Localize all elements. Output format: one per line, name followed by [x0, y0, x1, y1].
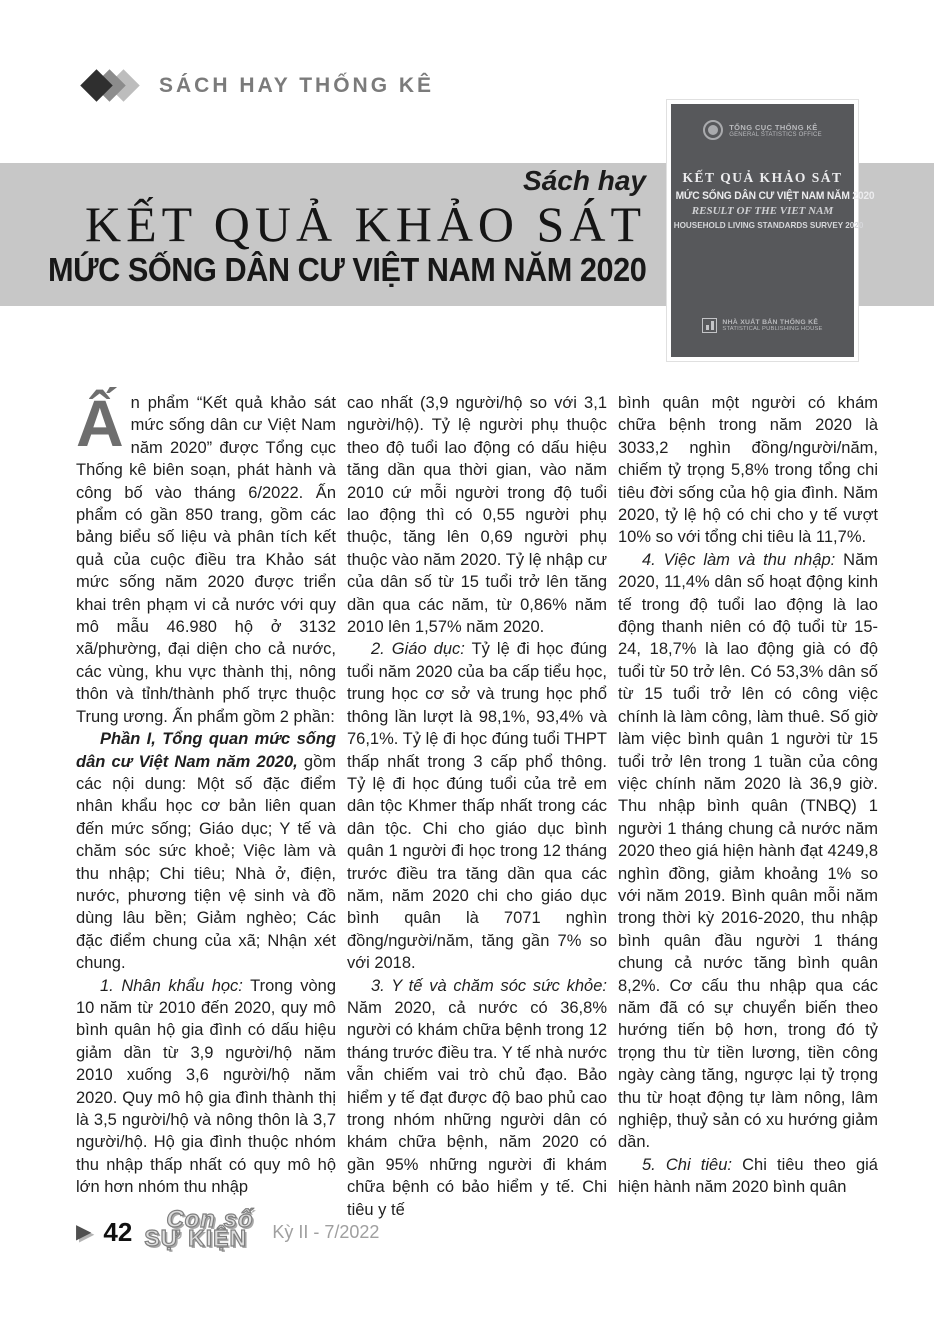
publisher-logo-icon — [702, 318, 717, 333]
footer-arrow-icon: ▶ — [76, 1221, 92, 1243]
cover-title-en-line2: HOUSEHOLD LIVING STANDARDS SURVEY 2020 — [673, 220, 864, 230]
paragraph — [347, 392, 607, 638]
article-column-2 — [347, 392, 607, 1221]
banner-title-line2: MỨC SỐNG DÂN CƯ VIỆT NAM NĂM 2020 — [47, 251, 646, 288]
paragraph-text: n phẩm “Kết quả khảo sát mức sống dân cư Việt Nam năm 2020” được Tổng cục Thống kê biên soạn, phát hành và công bố vào tháng 6/2022. Ấn phẩm có gần 850 trang, gồm các bảng biểu số liệu và phân tích kết quả của cuộc điều tra Khảo sát mức sống năm 2020 được triển khai trên phạm vi cả nước với quy mô mẫu 46.980 hộ ở 3132 xã/phường, đại diện cho cả nước, các vùng, khu vực thành thị, nông thôn và tỉnh/thành phố trực thuộc Trung ương. Ấn phẩm gồm 2 phần: — [76, 394, 336, 726]
paragraph-lead: Phần I, Tổng quan mức sống dân cư Việt Nam năm 2020, — [76, 730, 336, 771]
gso-logo-icon — [703, 120, 723, 140]
page-number: 42 — [103, 1216, 133, 1247]
cover-agency-line2: GENERAL STATISTICS OFFICE — [729, 131, 822, 138]
diamonds-icon — [85, 68, 143, 104]
book-cover-front — [671, 104, 875, 357]
cover-publisher-line2: STATISTICAL PUBLISHING HOUSE — [722, 326, 823, 332]
cover-title-vi-line2: MỨC SỐNG DÂN CƯ VIỆT NAM NĂM 2020 — [675, 190, 875, 202]
article-column-1 — [76, 386, 336, 1221]
paragraph — [618, 392, 878, 549]
logo-line1: Con số — [166, 1206, 254, 1233]
cover-title-en-line1: RESULT OF THE VIET NAM — [691, 205, 834, 217]
conso-sukien-logo — [144, 1206, 256, 1258]
section-header — [85, 68, 434, 104]
section-label: SÁCH HAY THỐNG KÊ — [159, 74, 435, 97]
cover-agency-line1: TỔNG CỤC THỐNG KÊ — [729, 122, 818, 132]
paragraph — [347, 975, 607, 1221]
paragraph-lead: 1. Nhân khẩu học: — [100, 976, 243, 995]
paragraph — [76, 975, 336, 1199]
dropcap-letter: Ấ — [76, 386, 124, 460]
paragraph-text: Tỷ lệ đi học đúng tuổi năm 2020 của ba cấp tiểu học, trung học cơ sở và trung học phổ thông lần lượt là 98,1%, 93,4% và 76,1%. Tỷ lệ đi học đúng tuổi THPT thấp nhất trong 3 cấp phổ thông. Tỷ lệ đi học đúng tuổi của trẻ em dân tộc Khmer thấp nhất trong các dân tộc. Chi cho giáo dục bình quân 1 người đi học trong 12 tháng trước điều tra tăng dần qua các năm, năm 2020 chi cho giáo dục bình quân là 7071 nghìn đồng/người/năm, tăng gần 7% so với 2018. — [347, 640, 607, 973]
paragraph — [76, 386, 336, 728]
paragraph-text: Chi tiêu theo giá hiện hành năm 2020 bình quân — [618, 1155, 878, 1197]
banner-kicker: Sách hay — [523, 165, 646, 196]
page-footer — [76, 1206, 379, 1258]
paragraph — [347, 638, 607, 974]
paragraph-text: bình quân một người có khám chữa bệnh trong năm 2020 là 3033,2 nghìn đồng/người/năm, chiếm tỷ trọng 5,8% trong tổng chi tiêu đời sống của hộ gia đình. Năm 2020, tỷ lệ hộ có chi cho y tế vượt 10% so với tổng chi tiêu là 11,7%. — [618, 394, 878, 547]
paragraph-lead: 2. Giáo dục: — [371, 640, 465, 659]
book-cover — [667, 100, 875, 361]
paragraph-text: Năm 2020, 11,4% dân số hoạt động kinh tế trong độ tuổi lao động là lao động thanh niên có độ tuổi từ 15-24, 18,7% là lao động già có độ tuổi từ 50 trở lên. Có 53,3% dân số từ 15 tuổi trở lên có công việc chính là làm công, làm thuê. Số giờ làm việc bình quân 1 người từ 15 tuổi trở lên trong 1 tuần của công việc chính năm 2020 là 36,9 giờ. Thu nhập bình quân (TNBQ) 1 người 1 tháng chung cả nước năm 2020 theo giá hiện hành đạt 4249,8 nghìn đồng, giảm khoảng 1% so với năm 2019. Bình quân mỗi năm trong thời kỳ 2016-2020, thu nhập bình quân đầu người 1 tháng chung cả nước tăng bình quân 8,2%. Cơ cấu thu nhập qua các năm đã có sự chuyển biến theo hướng tiến bộ hơn, trong đó tỷ trọng thu từ tiền lương, tiền công ngày càng tăng, ngược lại tỷ trọng thu từ hoạt động tự làm nông, lâm nghiệp, thuỷ sản có xu hướng giảm dần. — [618, 550, 878, 1152]
cover-publisher-line1: NHÀ XUẤT BẢN THỐNG KÊ — [722, 319, 819, 326]
paragraph — [618, 1154, 878, 1199]
logo-line2: SỰ KIỆN — [144, 1225, 248, 1251]
paragraph — [618, 549, 878, 1154]
paragraph-text: Năm 2020, cả nước có 36,8% người có khám chữa bệnh trong 12 tháng trước điều tra. Y tế nhà nước vẫn chiếm vai trò chủ đạo. Bảo hiểm y tế đạt được độ bao phủ cao trong nhóm những người dân có khám chữa bệnh, năm 2020 có gần 95% những người đi khám chữa bệnh có bảo hiểm y tế. Chi tiêu y tế — [347, 998, 607, 1219]
paragraph-text: Trong vòng 10 năm từ 2010 đến 2020, quy mô bình quân hộ gia đình có dấu hiệu giảm dần từ 3,9 người/hộ năm 2010 xuống 3,6 người/hộ năm 2020. Quy mô hộ gia đình thành thị là 3,5 người/hộ và nông thôn là 3,7 người/hộ. Hộ gia đình thuộc nhóm thu nhập thấp nhất có quy mô hộ lớn hơn nhóm thu nhập — [76, 976, 336, 1197]
paragraph-lead: 4. Việc làm và thu nhập: — [642, 550, 836, 569]
banner-title-line1: KẾT QUẢ KHẢO SÁT — [84, 196, 646, 252]
cover-title-vi-line1: KẾT QUẢ KHẢO SÁT — [682, 170, 843, 185]
paragraph-text: gồm các nội dung: Một số đặc điểm nhân khẩu học cơ bản liên quan đến mức sống; Giáo dục; Y tế và chăm sóc sức khoẻ; Việc làm và thu nhập; Chi tiêu; Nhà ở, điện, nước, phương tiện vệ sinh và đồ dùng lâu bền; Giảm nghèo; Các đặc điểm chung của xã; Nhận xét chung. — [76, 752, 336, 973]
article-column-3 — [618, 392, 878, 1221]
paragraph-lead: 3. Y tế và chăm sóc sức khỏe: — [371, 976, 607, 995]
paragraph-text: cao nhất (3,9 người/hộ so với 3,1 người/hộ). Tỷ lệ người phụ thuộc theo độ tuổi lao động có dấu hiệu tăng dần qua thời gian, vào năm 2010 cứ mỗi người trong độ tuổi lao động thì có 0,55 người phụ thuộc, tăng lên 0,69 người phụ thuộc vào năm 2020. Tỷ lệ nhập cư của dân số từ 15 tuổi trở lên tăng dần qua các năm, từ 0,86% năm 2010 lên 1,57% năm 2020. — [347, 394, 607, 637]
article-body — [76, 386, 878, 1221]
paragraph-lead: 5. Chi tiêu: — [642, 1155, 732, 1174]
paragraph — [76, 728, 336, 974]
issue-label: Kỳ II - 7/2022 — [272, 1221, 380, 1242]
